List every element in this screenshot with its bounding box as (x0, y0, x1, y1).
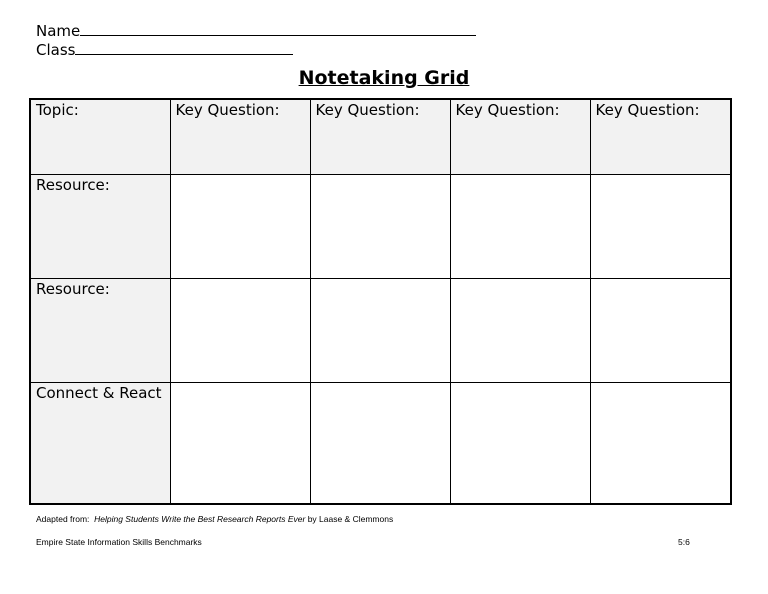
row-label: Topic: (36, 101, 79, 119)
adapted-authors: by Laase & Clemmons (307, 514, 394, 524)
key-question-header-cell[interactable] (590, 99, 731, 175)
resource-label-cell[interactable] (30, 279, 170, 383)
column-header: Key Question: (315, 101, 420, 119)
adapted-from-note (36, 514, 393, 524)
resource-label-cell[interactable] (30, 175, 170, 279)
column-header: Key Question: (175, 101, 280, 119)
note-cell[interactable] (450, 383, 590, 505)
name-field[interactable] (36, 21, 476, 40)
adapted-source-title: Helping Students Write the Best Research Reports Ever (94, 514, 306, 524)
name-label: Name (36, 22, 81, 40)
grid-row-resource-1 (30, 175, 731, 279)
note-cell[interactable] (450, 279, 590, 383)
adapted-prefix: Adapted from: (36, 514, 90, 524)
class-field[interactable] (36, 40, 293, 59)
page-number: 5:6 (678, 537, 690, 547)
class-blank-line[interactable] (75, 40, 293, 55)
grid-row-connect-react (30, 383, 731, 505)
grid-row-resource-2 (30, 279, 731, 383)
note-cell[interactable] (310, 383, 450, 505)
benchmarks-footer: Empire State Information Skills Benchmarks (36, 537, 202, 547)
grid-row-topic (30, 99, 731, 175)
note-cell[interactable] (590, 175, 731, 279)
connect-react-label-cell (30, 383, 170, 505)
note-cell[interactable] (310, 279, 450, 383)
note-cell[interactable] (590, 383, 731, 505)
column-header: Key Question: (455, 101, 560, 119)
key-question-header-cell[interactable] (450, 99, 590, 175)
row-label: Resource: (36, 280, 110, 298)
key-question-header-cell[interactable] (310, 99, 450, 175)
notetaking-grid (29, 98, 732, 505)
topic-label-cell (30, 99, 170, 175)
note-cell[interactable] (170, 383, 310, 505)
note-cell[interactable] (450, 175, 590, 279)
note-cell[interactable] (170, 175, 310, 279)
name-blank-line[interactable] (80, 21, 476, 36)
page-title: Notetaking Grid (298, 67, 470, 89)
row-label: Resource: (36, 176, 110, 194)
note-cell[interactable] (590, 279, 731, 383)
key-question-header-cell[interactable] (170, 99, 310, 175)
class-label: Class (36, 41, 76, 59)
note-cell[interactable] (310, 175, 450, 279)
row-label: Connect & React (36, 384, 162, 402)
note-cell[interactable] (170, 279, 310, 383)
column-header: Key Question: (595, 101, 700, 119)
